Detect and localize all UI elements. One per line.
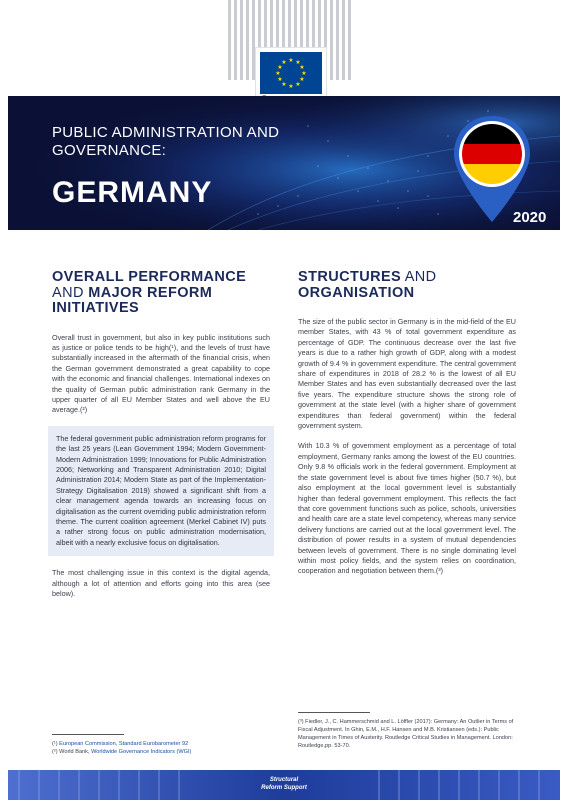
edition-year: 2020 xyxy=(513,209,547,226)
svg-text:★: ★ xyxy=(295,59,301,66)
heading-and: AND xyxy=(52,284,84,301)
footnote-link-wgi[interactable]: Worldwide Governance Indicators (WGI) xyxy=(91,749,192,755)
paragraph-trust: Overall trust in government, but also in key public institutions such as justice or police tends to be high(¹), and the levels of trust have substantially increased in the aftermath of the financial crisis, when the German government demonstrated a great capability to cope with the economic and financial challenges. International indexes on the quality of German public administration rank Germany in the upper quarter of all EU Member States and well above the EU average.(²) xyxy=(52,332,270,415)
paragraph-public-sector-size: The size of the public sector in Germany is in the mid-field of the EU member States, with 43 % of total government expenditure as percentage of GDP. The continuous decrease over the last five years is due to a rather high growth of GDP, along with a modest growth of 9.4 % in government expenditure. The central government share of expenditures in 2018 of 28.2 % is the lowest of all EU Member States and has even substantially decreased over the last five years. The expenditure structure shows the strong role of government at the state level (with a higher share of government expenditures than federal government) within the federal government system. xyxy=(298,317,516,431)
footnote-text-3: Fiedler, J., C. Hammerschmid and L. Löffler (2017): Germany: An Outlier in Terms of Fiscal Adjustment. In Ghin, E.M., H.F. Hansen and M.B. Kristiansen (eds.): Public Management in Times of Austerity. Routledge Critical Studies in Management. London: Routledge,pp. 53-70. xyxy=(298,719,514,749)
footnote-divider-right xyxy=(298,712,370,713)
hero-banner xyxy=(8,96,560,230)
svg-text:★: ★ xyxy=(288,57,294,64)
european-commission-logo xyxy=(226,0,356,96)
heading-part-1: STRUCTURES xyxy=(298,269,402,285)
callout-box-reforms xyxy=(48,426,274,556)
svg-text:★: ★ xyxy=(299,76,305,83)
section-heading-structures xyxy=(298,270,516,301)
heading-part-2: MAJOR REFORM INITIATIVES xyxy=(52,284,213,316)
section-heading-performance xyxy=(52,270,270,317)
heading-part-2: ORGANISATION xyxy=(298,284,415,301)
footer-line-1: Structural xyxy=(269,777,299,783)
svg-text:★: ★ xyxy=(299,64,305,71)
svg-text:★: ★ xyxy=(275,70,281,77)
heading-and: AND xyxy=(404,269,437,285)
paragraph-challenge: The most challenging issue in this context is the digital agenda, although a lot of attention and efforts going into this area (see below). xyxy=(52,568,270,599)
hero-subtitle: PUBLIC ADMINISTRATION AND GOVERNANCE: xyxy=(52,124,280,159)
paragraph-employment: With 10.3 % of government employment as a percentage of total employment, Germany ranks among the lowest of the EU countries. Only 9.8 % officials work in the federal government. Employment at the state government level is about five times higher (50.7 %), but also employment at the local government level is substantially higher than federal government employment. This reflects the fact that core government functions such as police, schools, universities and health care are a state level competency, whereas many service delivery functions are carried out at the local government level. The distribution of power results in a system of mutual dependencies between levels of government. There is no single dominating level within most policy fields, and the system relies on coordination, cooperation and negotiation between them.(³) xyxy=(298,441,517,576)
footnote-mark-2: (²) xyxy=(52,749,58,755)
svg-text:★: ★ xyxy=(281,81,287,88)
footnote-2 xyxy=(52,748,270,756)
eu-flag-icon xyxy=(260,52,322,94)
footnote-mark-1: (¹) xyxy=(52,741,58,747)
hero-title: GERMANY xyxy=(52,176,213,209)
footer-line-2: Reform Support xyxy=(261,785,307,791)
heading-part-1: OVERALL PERFORMANCE xyxy=(52,269,247,285)
footnote-link-eurobarometer[interactable]: European Commission, Standard Eurobarometer 92 xyxy=(59,741,189,747)
footnote-1 xyxy=(52,740,270,748)
right-column xyxy=(298,270,516,587)
footnote-3 xyxy=(298,718,516,750)
svg-text:★: ★ xyxy=(277,76,283,83)
footnote-divider-left xyxy=(52,734,124,735)
footnote-text-2: World Bank, xyxy=(59,749,92,755)
footer-label xyxy=(8,776,560,792)
footer-bar xyxy=(8,770,560,800)
svg-text:★: ★ xyxy=(301,70,307,77)
footnote-mark-3: (³) xyxy=(298,719,304,725)
left-column xyxy=(52,270,270,609)
callout-text: The federal government public administration reform programs for the last 25 years (Lean Government 1994; Modern Government-Modern Administration 1999; Innovations for Public Administration 2006; Networking and Transparent Administration 2010; Digital Administration 2014; Modern State as part of the Implementation-Strategy Digitalisation 2019) showed a significant shift from a clear management agenda towards an increasing focus on digitalisation as the current overriding public administration reform theme. The current coalition agreement (Merkel Cabinet IV) puts a rather strong focus on public administration modernisation, albeit with a nearly exclusive focus on digitalisation. xyxy=(56,433,266,547)
svg-text:★: ★ xyxy=(295,81,301,88)
svg-text:★: ★ xyxy=(288,83,294,90)
svg-text:★: ★ xyxy=(281,59,287,66)
svg-text:★: ★ xyxy=(277,64,283,71)
